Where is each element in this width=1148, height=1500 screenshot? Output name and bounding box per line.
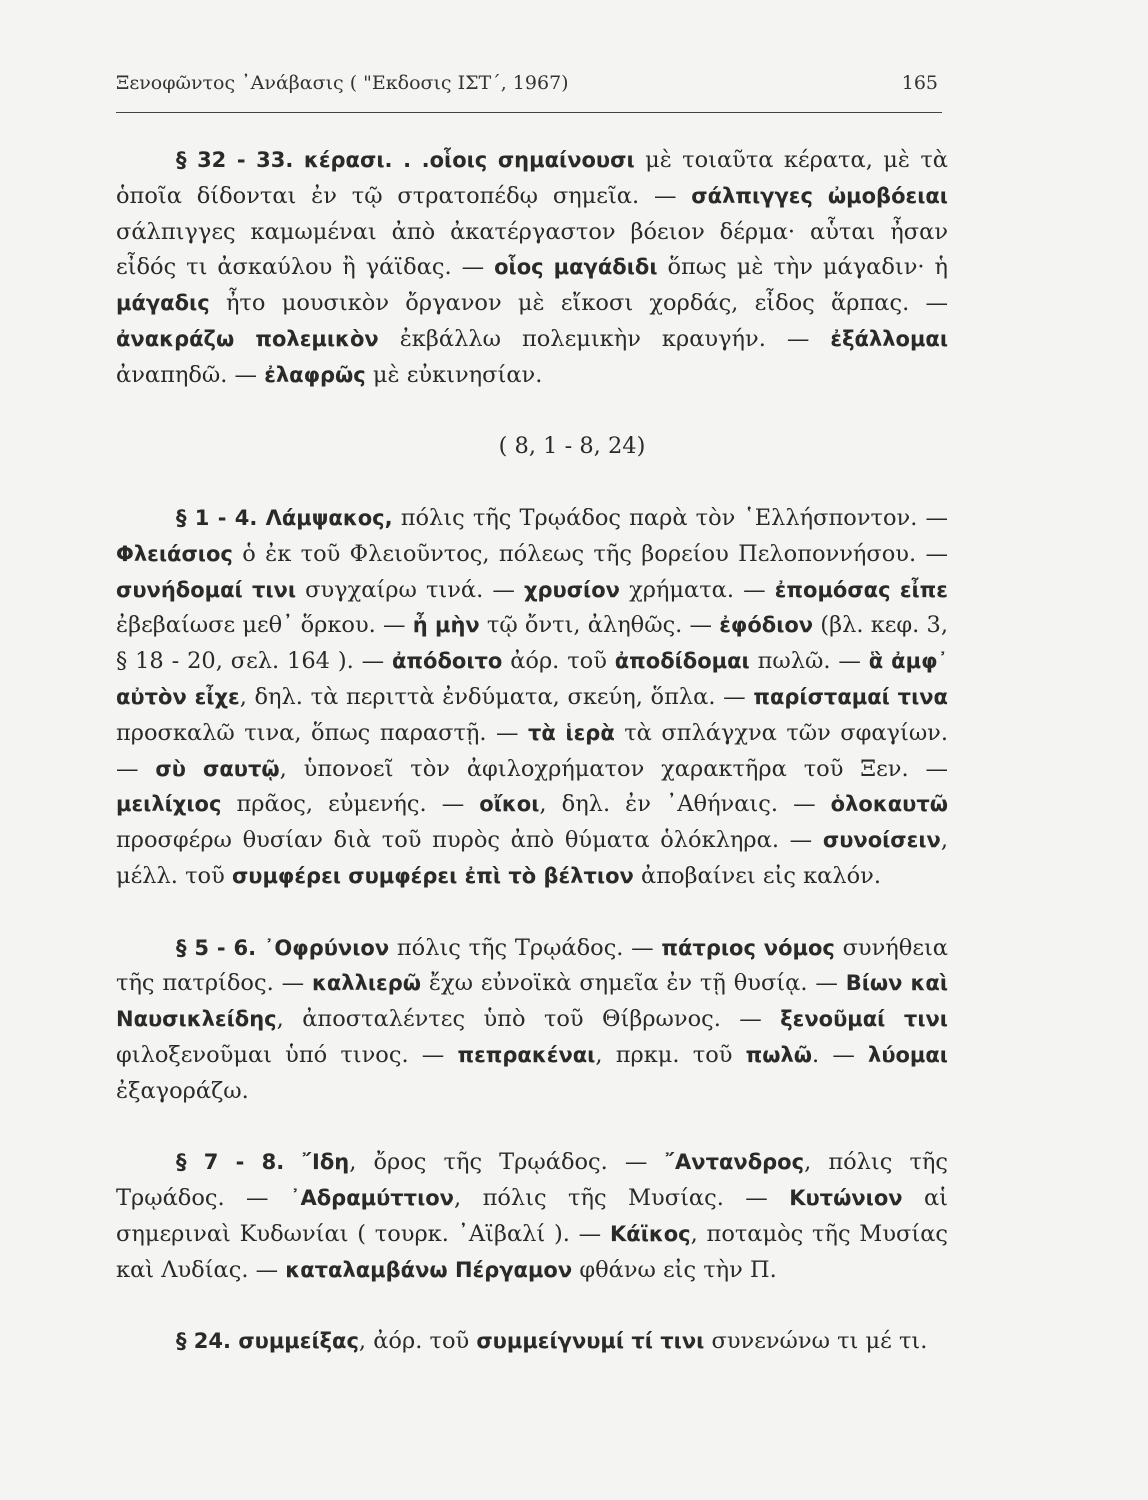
gloss: τῷ ὄντι, ἀληθῶς. —	[479, 612, 720, 639]
lemma: ἃ ἀμφ᾿ αὐτὸν εἶχε	[116, 649, 948, 709]
gloss: ὁ ἐκ τοῦ Φλειοῦντος, πόλεως τῆς βορείου Πελοποννήσου. —	[232, 540, 948, 567]
lemma: μειλίχιος	[116, 792, 222, 817]
lemma: § 32 - 33. κέρασι. . .οἷοις σημαίνουσι	[176, 148, 635, 172]
gloss: ἀόρ. τοῦ	[502, 648, 615, 675]
gloss: συνήθεια τῆς πατρίδος. —	[116, 934, 948, 997]
gloss: ἐξαγοράζω.	[116, 1077, 249, 1104]
commentary-text	[116, 143, 948, 1360]
lemma: οἴκοι	[479, 792, 540, 817]
lemma: παρίσταμαί τινα	[753, 684, 948, 709]
gloss: σάλπιγγες καμωμέναι ἀπὸ ἀκατέργαστον βόειον δέρμα· αὗται ἦσαν εἶδός τι ἀσκαύλου ἢ γάϊδας. —	[116, 218, 948, 281]
lemma: συμφέρει συμφέρει ἐπὶ τὸ βέλτιον	[231, 863, 634, 888]
gloss: φθάνω εἰς τὴν Π.	[572, 1256, 777, 1283]
paragraph-32-33	[116, 143, 948, 394]
lemma: ἀνακράζω πολεμικὸν	[116, 326, 379, 351]
lemma: συνοίσειν	[822, 828, 941, 853]
lemma: Κυτώνιον	[789, 1186, 903, 1211]
lemma: πάτριος νόμος	[661, 935, 835, 960]
section-reference: ( 8, 1 - 8, 24)	[498, 433, 646, 460]
lemma: ἐλαφρῶς	[264, 362, 366, 387]
gloss: φιλοξενοῦμαι ὑπό τινος. —	[116, 1041, 458, 1068]
gloss: ἀναπηδῶ. —	[116, 361, 265, 388]
gloss: προσφέρω θυσίαν διὰ τοῦ πυρὸς ἀπὸ θύματα ὁλόκληρα. —	[116, 827, 823, 854]
paragraph-24	[116, 1324, 948, 1360]
lemma: καλλιερῶ	[311, 971, 422, 996]
lemma: σὺ σαυτῷ	[155, 756, 280, 781]
lemma: μάγαδις	[116, 291, 210, 316]
gloss: , πρκμ. τοῦ	[595, 1041, 746, 1068]
gloss: μὲ εὐκινησίαν.	[365, 361, 543, 388]
lemma: χρυσίον	[523, 577, 620, 602]
header-rule	[116, 112, 942, 113]
lemma: Βίων καὶ Ναυσικλείδης	[116, 971, 948, 1032]
lemma: ἐφόδιον	[719, 613, 814, 638]
gloss: . —	[812, 1041, 869, 1068]
gloss: συνενώνω τι μέ τι.	[704, 1328, 928, 1355]
gloss: , μέλλ. τοῦ	[116, 827, 948, 889]
gloss: προσκαλῶ τινα, ὅπως παραστῇ. —	[116, 719, 528, 746]
lemma: Φλειάσιος	[116, 541, 233, 566]
lemma: λύομαι	[868, 1042, 948, 1067]
gloss: συγχαίρω τινά. —	[296, 576, 524, 603]
lemma: τὰ ἱερὰ	[527, 720, 615, 745]
lemma: συμμείγνυμί τί τινι	[476, 1329, 705, 1354]
lemma: ἐπομόσας εἶπε	[774, 577, 948, 602]
lemma: ἦ μὴν	[412, 613, 480, 638]
gloss: , ὑπονοεῖ τὸν ἀφιλοχρήματον χαρακτῆρα τοῦ Ξεν. —	[279, 755, 948, 782]
running-title: Ξενοφῶντος ᾿Ανάβασις ( "Εκδοσις ΙΣΤ΄, 1967)	[116, 72, 569, 94]
gloss: (βλ. κεφ. 3, § 18 - 20, σελ. 164 ). —	[116, 612, 948, 675]
gloss: πόλις τῆς Τρῳάδος παρὰ τὸν ῾Ελλήσποντον. —	[392, 504, 948, 531]
gloss: ἔχω εὐνοϊκὰ σημεῖα ἐν τῇ θυσίᾳ. —	[421, 970, 846, 997]
lemma: ὁλοκαυτῶ	[830, 792, 948, 817]
lemma: πωλῶ	[745, 1042, 813, 1067]
lemma: σάλπιγγες ὠμοβόειαι	[691, 183, 948, 208]
page-number: 165	[901, 72, 938, 94]
gloss: ἐβεβαίωσε μεθ᾿ ὅρκου. —	[116, 612, 413, 639]
gloss: πρᾶος, εὐμενής. —	[221, 791, 480, 818]
gloss: , πόλις τῆς Μυσίας. —	[454, 1185, 790, 1212]
gloss: μὲ τοιαῦτα κέρατα, μὲ τὰ ὁποῖα δίδονται ἐν τῷ στρατοπέδῳ σημεῖα. —	[116, 147, 949, 209]
lemma: § 5 - 6. ᾿Οφρύνιον	[176, 935, 390, 960]
gloss: ἦτο μουσικὸν ὄργανον μὲ εἴκοσι χορδάς, εἶδος ἅρπας. —	[209, 290, 948, 317]
gloss: , ἀόρ. τοῦ	[358, 1328, 477, 1355]
paragraph-5-6	[116, 931, 948, 1110]
lemma: πεπρακέναι	[457, 1042, 596, 1067]
gloss: ἀποβαίνει εἰς καλόν.	[633, 862, 881, 889]
gloss: , δηλ. ἐν ᾿Αθήναις. —	[539, 791, 831, 818]
lemma: καταλαμβάνω Πέργαμον	[285, 1257, 573, 1282]
gloss: , ποταμὸς τῆς Μυσίας καὶ Λυδίας. —	[116, 1220, 948, 1283]
lemma: ἐξάλλομαι	[830, 326, 949, 351]
gloss: , πόλις τῆς Τρῳάδος. —	[116, 1149, 948, 1212]
gloss: πόλις τῆς Τρῳάδος. —	[389, 934, 662, 961]
lemma: συνήδομαί τινι	[116, 577, 297, 602]
gloss: ὅπως μὲ τὴν μάγαδιν· ἡ	[657, 254, 949, 281]
gloss: αἱ σημεριναὶ Κυδωνίαι ( τουρκ. ᾿Αϊβαλί ). —	[116, 1185, 948, 1247]
paragraph-1-4	[116, 501, 948, 895]
lemma: ῎Αντανδρος	[664, 1150, 805, 1175]
gloss: ἐκβάλλω πολεμικὴν κραυγήν. —	[378, 325, 831, 352]
gloss: , ὄρος τῆς Τρῳάδος. —	[349, 1149, 665, 1176]
gloss: , ἀποσταλέντες ὑπὸ τοῦ Θίβρωνος. —	[276, 1006, 781, 1033]
gloss: πωλῶ. —	[749, 648, 869, 675]
lemma: § 7 - 8. ῎Ιδη	[176, 1150, 350, 1175]
lemma: ἀποδίδομαι	[614, 649, 750, 674]
lemma: Κάϊκος	[609, 1221, 691, 1246]
gloss: χρήματα. —	[619, 576, 775, 603]
gloss: , δηλ. τὰ περιττὰ ἐνδύματα, σκεύη, ὅπλα. —	[239, 683, 754, 710]
gloss: τὰ σπλάγχνα τῶν σφαγίων. —	[116, 719, 949, 782]
lemma: § 24. συμμείξας	[176, 1329, 359, 1354]
lemma: οἷος μαγάδιδι	[494, 255, 658, 280]
lemma: ξενοῦμαί τινι	[780, 1007, 948, 1032]
paragraph-7-8	[116, 1145, 948, 1288]
lemma: ᾿Αδραμύττιον	[290, 1186, 454, 1211]
lemma: § 1 - 4. Λάμψακος,	[176, 505, 393, 530]
lemma: ἀπόδοιτο	[392, 649, 503, 674]
